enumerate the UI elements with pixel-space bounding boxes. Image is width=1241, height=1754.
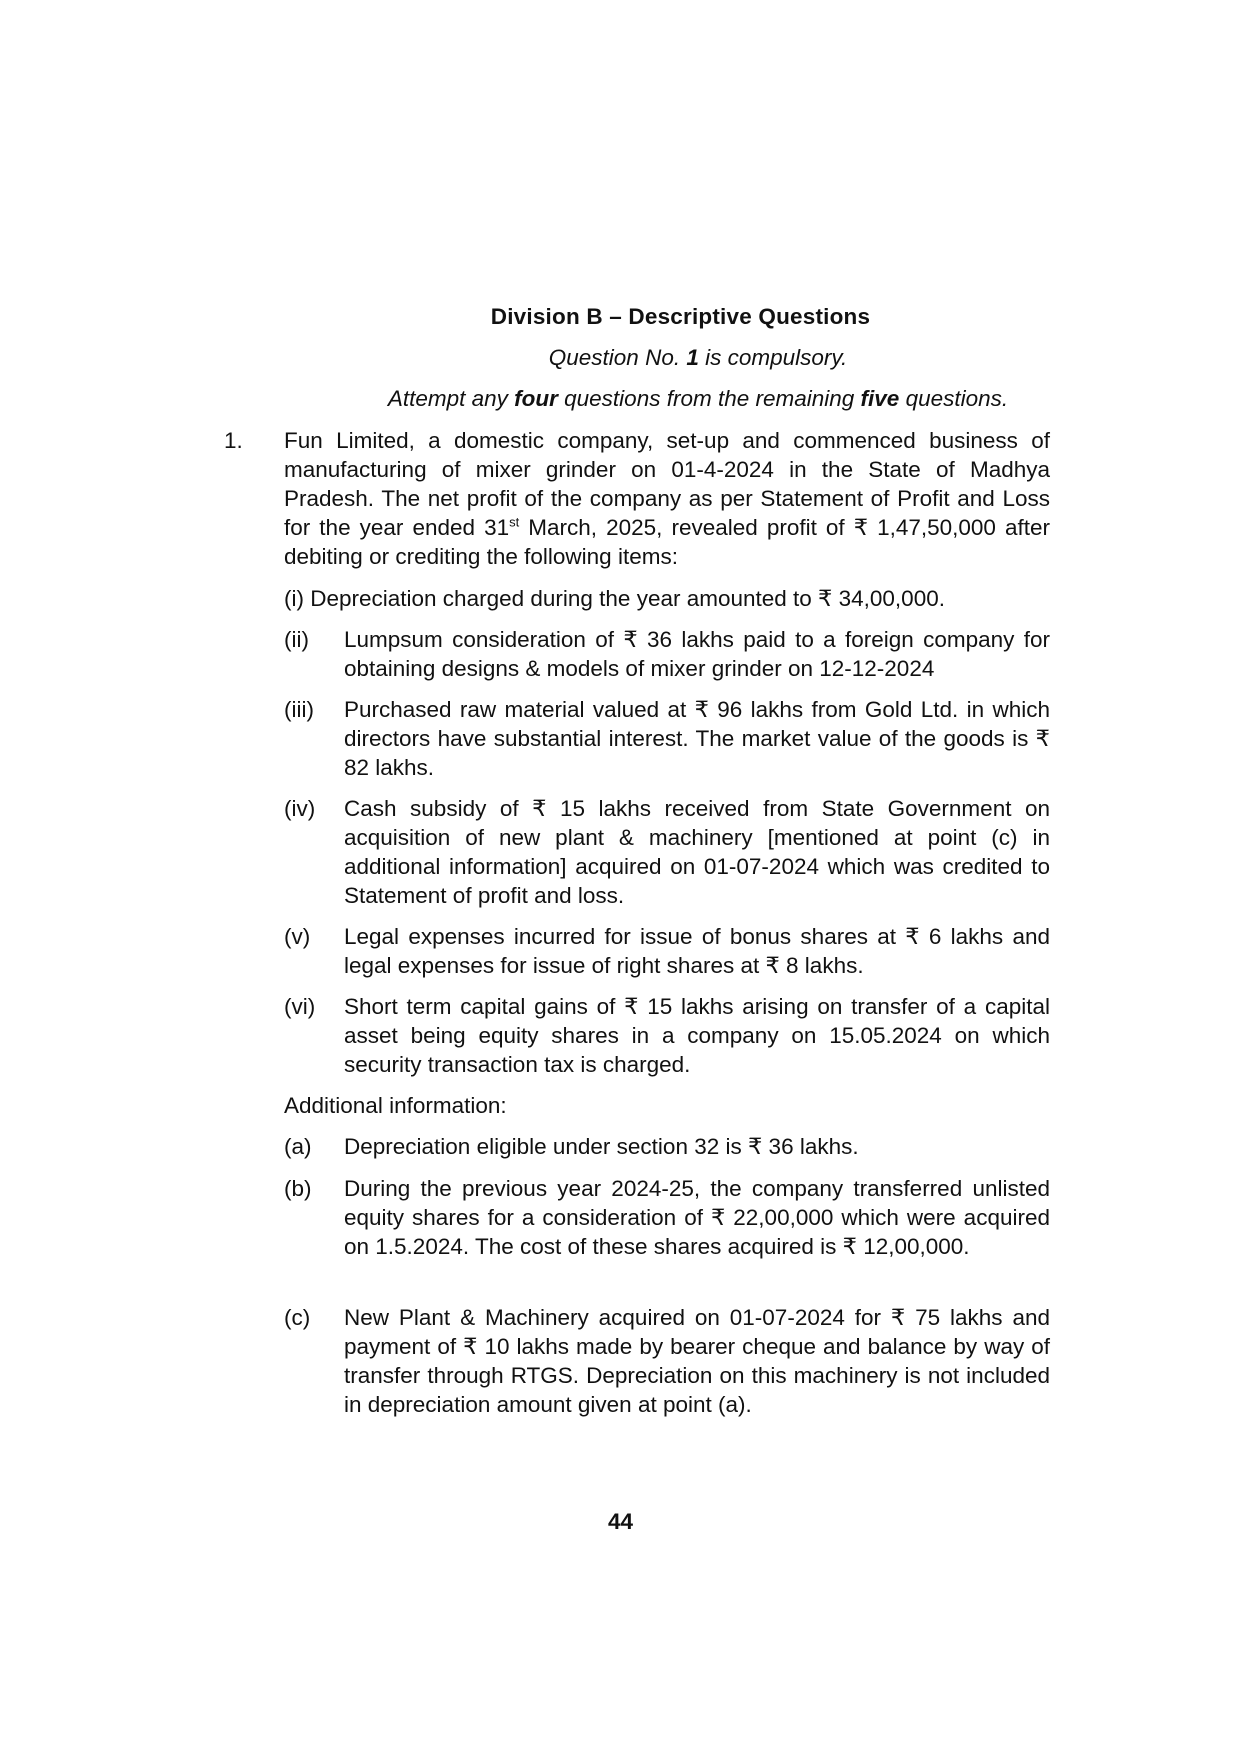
attempt-four: four bbox=[514, 386, 558, 411]
intro-text-pre: Fun Limited, a domestic company, set-up and commenced business of manufacturing of mixer grinder on 01-4-2024 in the State of Madhya Pradesh. The net profit of the company as per Statement of Profit and Loss for the year ended 31 bbox=[284, 428, 1050, 540]
item-text: Depreciation eligible under section 32 is ₹ 36 lakhs. bbox=[344, 1134, 859, 1159]
page-number: 44 bbox=[607, 1509, 634, 1534]
attempt-note bbox=[0, 384, 1241, 413]
attempt-post: questions. bbox=[899, 386, 1009, 411]
item-i: (i) Depreciation charged during the year amounted to ₹ 34,00,000. bbox=[284, 586, 945, 611]
compulsory-pre: Question No. bbox=[548, 345, 687, 370]
item-text: During the previous year 2024-25, the company transferred unlisted equity shares for a consideration of ₹ 22,00,000 which were acquired on 1.5.2024. The cost of these shares acquired is ₹ 12,00,000. bbox=[344, 1176, 1050, 1259]
list-item bbox=[284, 992, 1050, 1079]
item-text: Cash subsidy of ₹ 15 lakhs received from State Government on acquisition of new plant & machinery [mentioned at point (c) in additional information] acquired on 01-07-2024 which was credited to Statement of profit and loss. bbox=[344, 796, 1050, 908]
item-text: Purchased raw material valued at ₹ 96 lakhs from Gold Ltd. in which directors have substantial interest. The market value of the goods is ₹ 82 lakhs. bbox=[344, 697, 1050, 780]
question-number: 1. bbox=[224, 428, 243, 453]
list-item bbox=[284, 1303, 1050, 1419]
item-text: Legal expenses incurred for issue of bonus shares at ₹ 6 lakhs and legal expenses for issue of right shares at ₹ 8 lakhs. bbox=[344, 924, 1050, 978]
list-item bbox=[284, 794, 1050, 910]
item-label: (a) bbox=[284, 1134, 312, 1159]
item-label: (ii) bbox=[284, 627, 309, 652]
item-label: (vi) bbox=[284, 994, 316, 1019]
intro-text-post: March, 2025, revealed profit of ₹ 1,47,50,000 after debiting or crediting the following items: bbox=[284, 515, 1051, 569]
item-text: New Plant & Machinery acquired on 01-07-2024 for ₹ 75 lakhs and payment of ₹ 10 lakhs made by bearer cheque and balance by way of transfer through RTGS. Depreciation on this machinery is not included in depreciation amount given at point (a). bbox=[344, 1305, 1050, 1417]
item-label: (iv) bbox=[284, 796, 316, 821]
item-text: Lumpsum consideration of ₹ 36 lakhs paid to a foreign company for obtaining designs & models of mixer grinder on 12-12-2024 bbox=[344, 627, 1050, 681]
item-label: (c) bbox=[284, 1305, 311, 1330]
additional-info-heading: Additional information: bbox=[284, 1093, 507, 1118]
attempt-mid: questions from the remaining bbox=[557, 386, 861, 411]
intro-superscript: st bbox=[509, 514, 520, 530]
division-heading: Division B – Descriptive Questions bbox=[490, 304, 871, 329]
item-text: Short term capital gains of ₹ 15 lakhs arising on transfer of a capital asset being equity shares in a company on 15.05.2024 on which security transaction tax is charged. bbox=[344, 994, 1050, 1077]
attempt-pre: Attempt any bbox=[387, 386, 515, 411]
attempt-five: five bbox=[860, 386, 900, 411]
list-item bbox=[284, 1132, 1050, 1161]
item-label: (v) bbox=[284, 924, 311, 949]
compulsory-note bbox=[0, 343, 1241, 372]
item-label: (iii) bbox=[284, 697, 314, 722]
list-item bbox=[284, 625, 1050, 683]
list-item bbox=[284, 922, 1050, 980]
question-intro bbox=[284, 426, 1050, 571]
list-item bbox=[284, 695, 1050, 782]
compulsory-post: is compulsory. bbox=[698, 345, 848, 370]
list-item bbox=[284, 1174, 1050, 1261]
compulsory-number: 1 bbox=[686, 345, 699, 370]
item-label: (b) bbox=[284, 1176, 312, 1201]
